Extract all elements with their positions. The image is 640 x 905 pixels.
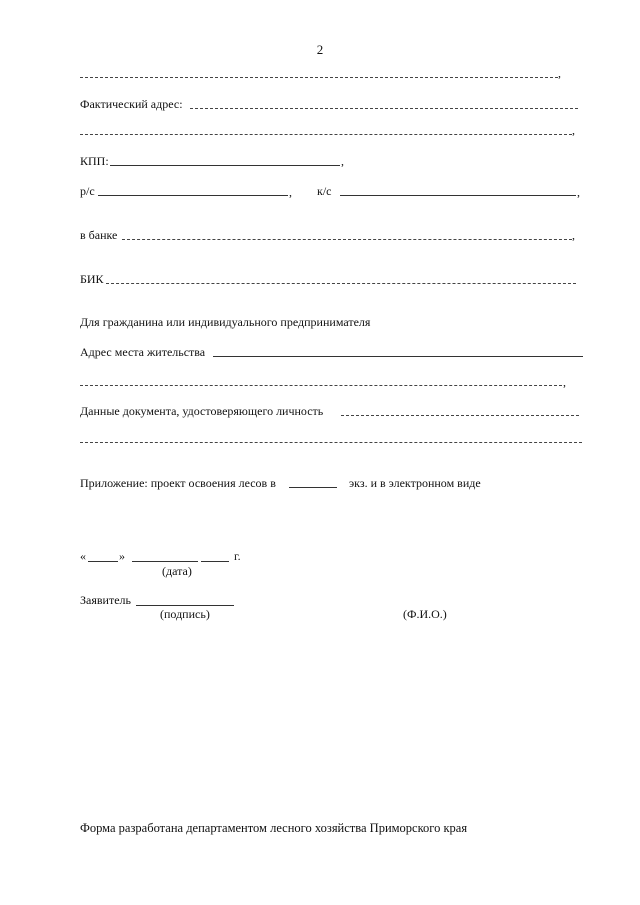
kpp-label: КПП: <box>80 154 109 168</box>
bank-line[interactable] <box>122 239 572 240</box>
ks-line[interactable] <box>340 195 576 196</box>
signature-line[interactable] <box>136 605 234 606</box>
date-caption: (дата) <box>162 564 192 578</box>
actual-address-line[interactable] <box>190 108 578 109</box>
date-year-line[interactable] <box>201 561 229 562</box>
actual-address-comma: , <box>572 123 575 137</box>
residence-address-line[interactable] <box>213 356 583 357</box>
date-day-line[interactable] <box>88 561 118 562</box>
page-number: 2 <box>316 42 324 57</box>
actual-address-label: Фактический адрес: <box>80 97 183 111</box>
kpp-line[interactable] <box>110 165 340 166</box>
ks-label: к/с <box>317 184 332 198</box>
attachment-prefix: Приложение: проект освоения лесов в <box>80 476 276 490</box>
ks-comma: , <box>577 185 580 199</box>
rs-label: р/с <box>80 184 95 198</box>
actual-address-line-2[interactable] <box>80 134 572 135</box>
kpp-comma: , <box>341 154 344 168</box>
citizen-section-heading: Для гражданина или индивидуального предпринимателя <box>80 315 371 329</box>
date-open-quote: « <box>80 549 86 563</box>
attachment-suffix: экз. и в электронном виде <box>349 476 481 490</box>
applicant-label: Заявитель <box>80 593 131 607</box>
signature-caption: (подпись) <box>160 607 210 621</box>
date-close-quote: » <box>119 549 125 563</box>
date-year-suffix: г. <box>234 549 241 563</box>
continuation-line[interactable] <box>80 77 558 78</box>
date-month-line[interactable] <box>132 561 198 562</box>
identity-document-line-2[interactable] <box>80 442 582 443</box>
bik-line[interactable] <box>106 283 576 284</box>
rs-line[interactable] <box>98 195 288 196</box>
bank-comma: , <box>572 228 575 242</box>
bik-label: БИК <box>80 272 104 286</box>
attachment-copies-line[interactable] <box>289 487 337 488</box>
continuation-comma: , <box>558 66 561 80</box>
residence-address-label: Адрес места жительства <box>80 345 206 359</box>
identity-document-label: Данные документа, удостоверяющего личность <box>80 404 324 418</box>
identity-document-line[interactable] <box>341 415 579 416</box>
residence-address-line-2[interactable] <box>80 385 562 386</box>
rs-comma: , <box>289 185 292 199</box>
form-footer-note: Форма разработана департаментом лесного хозяйства Приморского края <box>80 821 468 835</box>
residence-address-comma: , <box>563 375 566 389</box>
name-caption: (Ф.И.О.) <box>403 607 447 621</box>
bank-label: в банке <box>80 228 118 242</box>
